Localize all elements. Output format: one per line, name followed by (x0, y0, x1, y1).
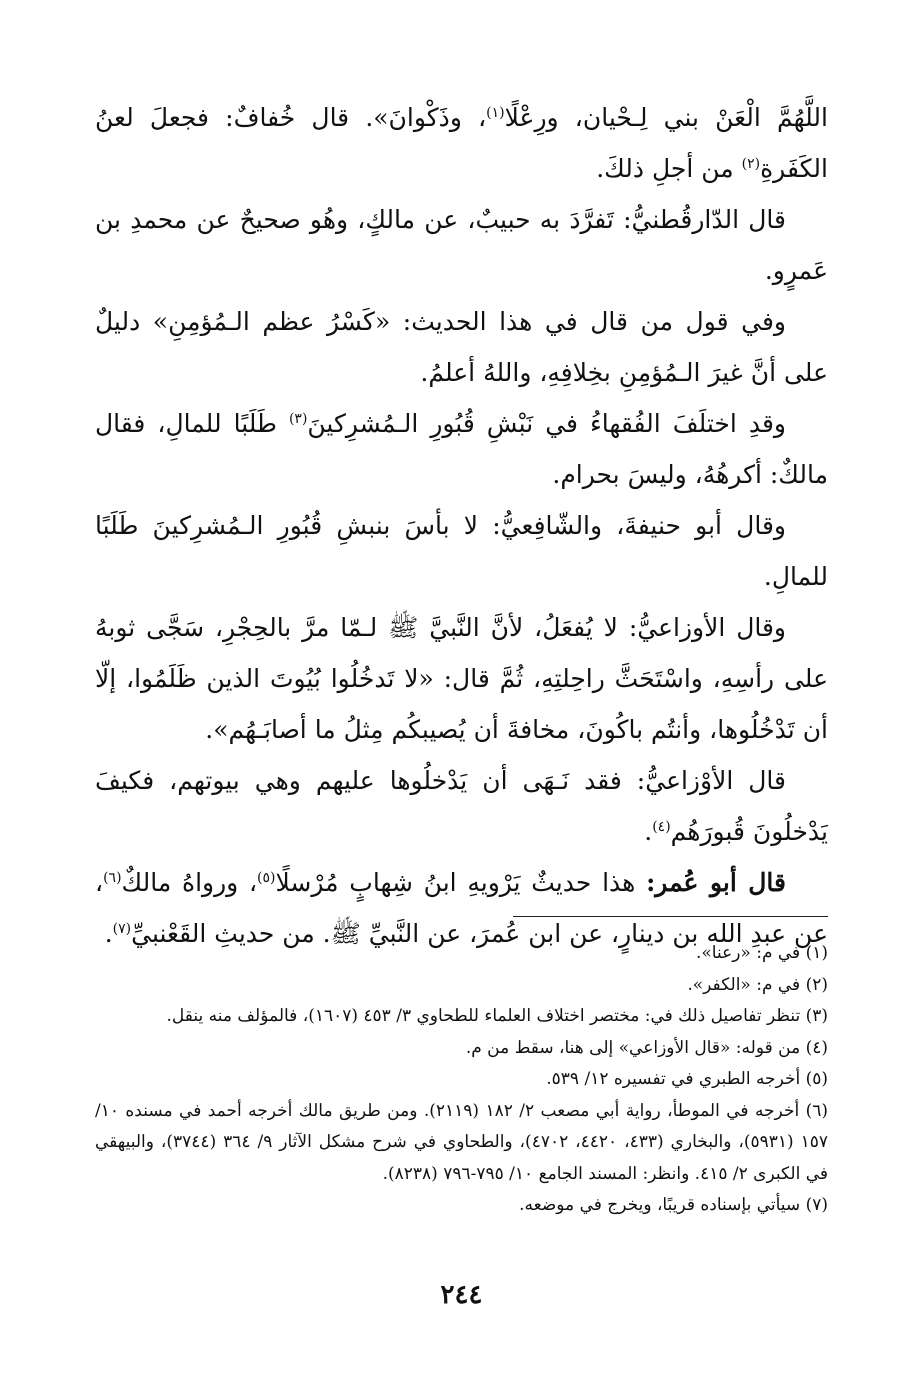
footnote: (٦) أخرجه في الموطأ، رواية أبي مصعب ٢/ ١٨٢ (٢١١٩). ومن طريق مالك أخرجه أحمد في مسنده ١٠/ ١٥٧ (٥٩٣١)، والبخاري (٤٣٣، ٤٤٢٠، ٤٧٠٢)، والطحاوي في شرح مشكل الآثار ٩/ ٣٦٤ (٣٧٤٤)، والبيهقي في الكبرى ٢/ ٤١٥. وانظر: المسند الجامع ١٠/ ٧٩٥-٧٩٦ (٨٢٣٨). (95, 1100, 829, 1184)
paragraph (95, 92, 828, 194)
text-span: وقدِ اختلَفَ الفُقهاءُ في نَبْشِ قُبُورِ الـمُشرِكينَ (307, 409, 786, 438)
text-span: ، عن عبدِ الله بن دينارٍ، عن ابن عُمرَ، عن النَّبيِّ ﷺ. من حديثِ القَعْنبيِّ (95, 868, 828, 948)
speaker-label: قال أبو عُمر: (646, 868, 786, 897)
text-span: . (644, 817, 653, 846)
footnote-divider (513, 916, 828, 917)
text-span: قال الأوْزاعيُّ: فقد نَـهَى أن يَدْخلُوها عليهم وهي بيوتهم، فكيفَ يَدْخلُونَ قُبورَهُم (95, 766, 828, 846)
footnote-ref[interactable]: (٣) (288, 411, 308, 427)
paragraph: قال الدّارقُطنيُّ: تَفرَّدَ به حبيبٌ، عن مالكٍ، وهُو صحيحٌ عن محمدِ بن عَمرٍو. (95, 205, 828, 285)
paragraph: وقال الأوزاعيُّ: لا يُفعَلُ، لأنَّ النَّبيَّ ﷺ لـمّا مرَّ بالحِجْرِ، سَجَّى ثوبهُ على رأسِهِ، واسْتَحَثَّ راحِلتِهِ، ثُمَّ قال: «لا تَدخُلُوا بُيُوتَ الذين ظَلَمُوا، إلّا أن تَدْخُلُوها، وأنتُم باكُونَ، مخافةَ أن يُصيبكُم مِثلُ ما أصابَـهُم». (95, 613, 828, 744)
footnote: (٥) أخرجه الطبري في تفسيره ١٢/ ٥٣٩. (546, 1069, 828, 1089)
paragraph (95, 398, 828, 500)
footnote-ref[interactable]: (٢) (741, 156, 761, 172)
text-span: طَلَبًا للمالِ، فقال مالكٌ: أكرهُهُ، وليسَ بحرام. (95, 409, 828, 489)
footnote: (١) في م: «رعنا». (695, 943, 828, 963)
text-span: اللَّهُمَّ الْعَنْ بني لِـحْيان، ورِعْلًا (504, 103, 828, 132)
book-page (95, 92, 828, 1342)
footnote-ref[interactable]: (٧) (112, 921, 132, 937)
text-span: ، ورواهُ مالكٌ (121, 868, 258, 897)
footnote: (٤) من قوله: «قال الأوزاعي» إلى هنا، سقط من م. (465, 1037, 828, 1058)
text-span: من أجلِ ذلكَ. (596, 154, 742, 183)
text-span: ، وذَكْوانَ». قال خُفافٌ: فجعلَ لعنُ الكَفَرةِ (95, 103, 828, 183)
footnote-ref[interactable]: (٦) (103, 870, 122, 886)
paragraph: وقال أبو حنيفةَ، والشّافِعيُّ: لا بأسَ بنبشِ قُبُورِ الـمُشرِكينَ طَلَبًا للمالِ. (95, 511, 828, 591)
main-text (95, 92, 828, 959)
page-number: ٢٤٤ (440, 1280, 483, 1310)
footnote-ref[interactable]: (١) (486, 105, 505, 121)
footnote: (٧) سيأتي بإسناده قريبًا، ويخرج في موضعه. (519, 1195, 828, 1215)
footnote: (٢) في م: «الكفر». (687, 974, 828, 995)
footnote-ref[interactable]: (٥) (257, 870, 276, 886)
text-span: هذا حديثٌ يَرْويهِ ابنُ شِهابٍ مُرْسلًا (275, 868, 647, 897)
footnote: (٣) تنظر تفاصيل ذلك في: مختصر اختلاف العلماء للطحاوي ٣/ ٤٥٣ (١٦٠٧)، فالمؤلف منه ينقل. (166, 1006, 828, 1026)
text-span: . (104, 919, 113, 948)
footnotes (95, 938, 828, 1222)
paragraph (95, 755, 828, 857)
footnote-ref[interactable]: (٤) (652, 819, 671, 835)
paragraph: وفي قول من قال في هذا الحديث: «كَسْرُ عظم الـمُؤمِنِ» دليلٌ على أنَّ غيرَ الـمُؤمِنِ بخِلافِهِ، واللهُ أعلمُ. (95, 307, 828, 387)
